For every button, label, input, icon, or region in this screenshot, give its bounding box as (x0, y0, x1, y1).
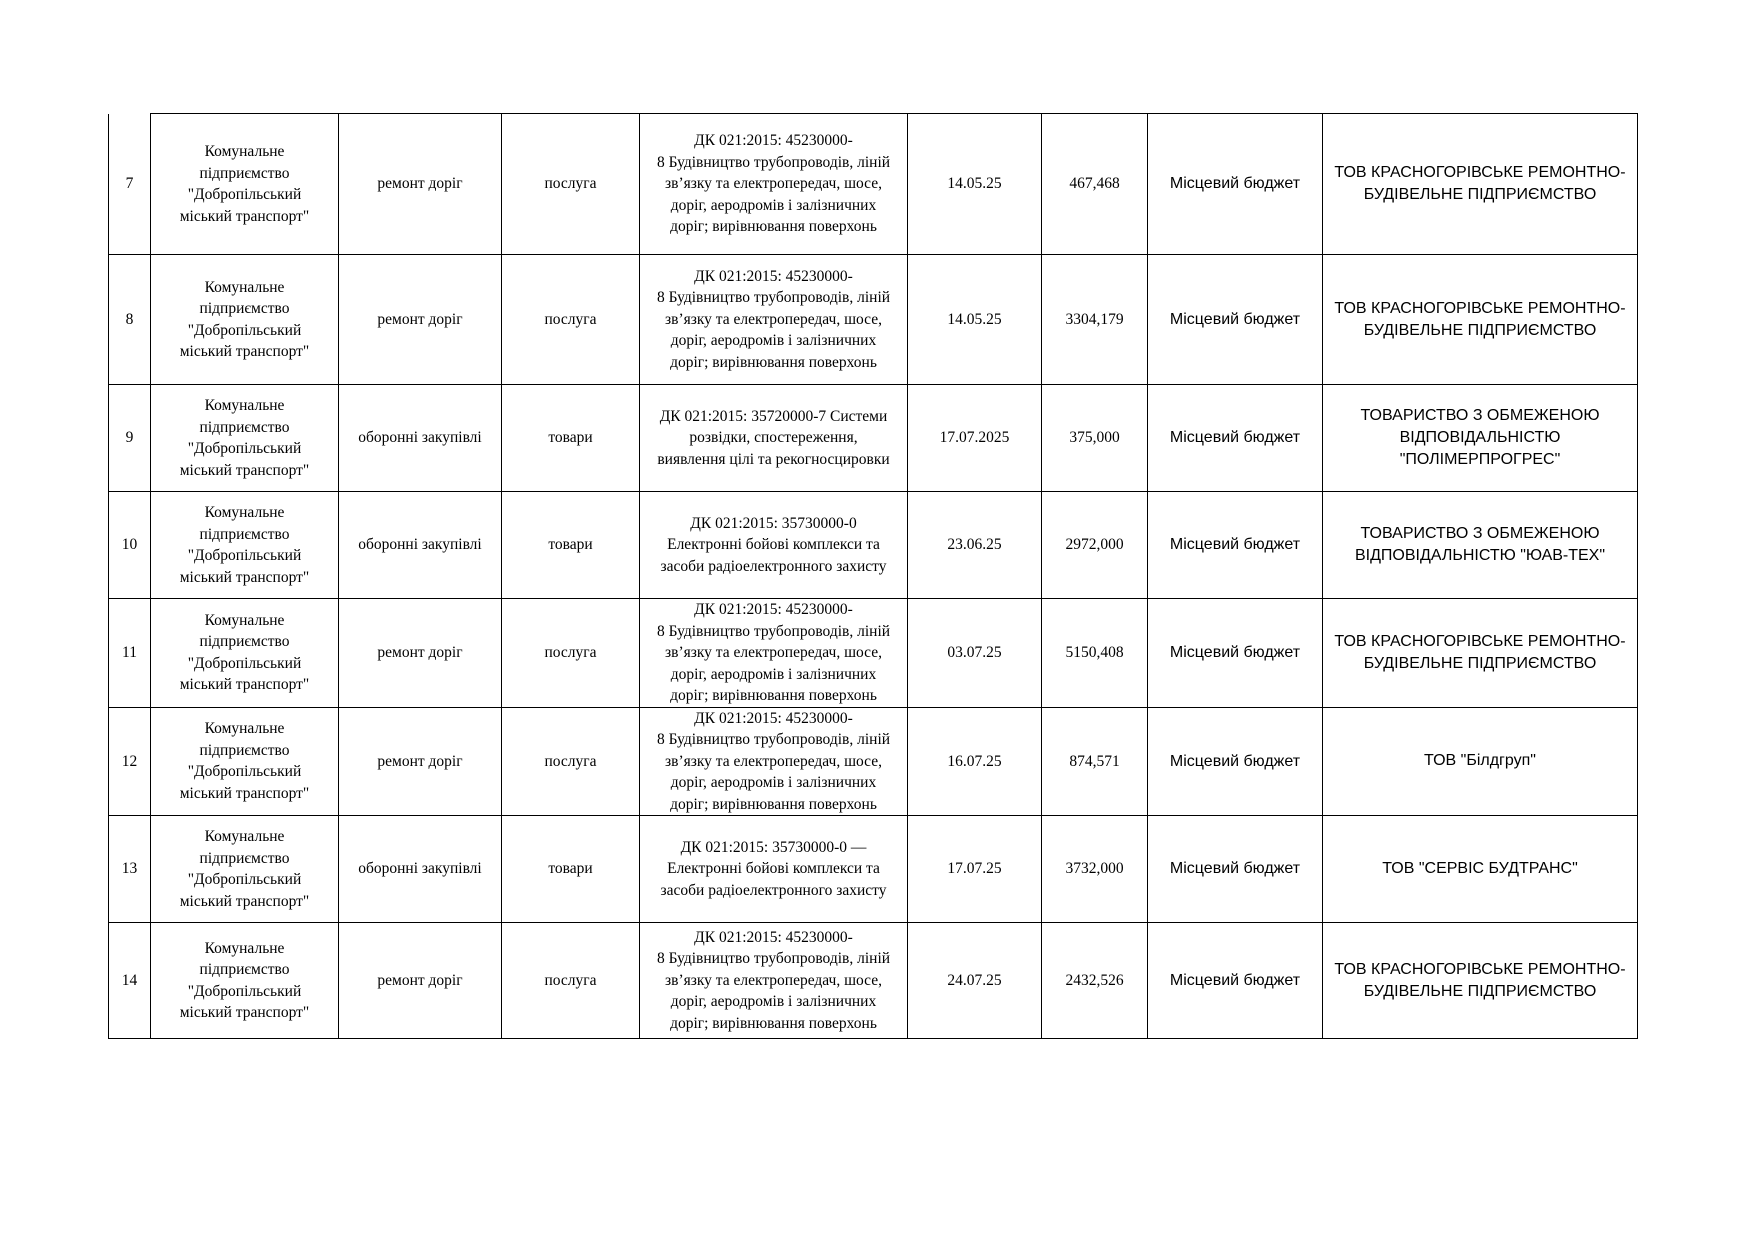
type-cell: товари (502, 492, 640, 599)
customer-cell (151, 492, 339, 599)
funding-cell: Місцевий бюджет (1148, 255, 1323, 385)
date-cell: 23.06.25 (908, 492, 1042, 599)
supplier-text: ТОВ "СЕРВІС БУДТРАНС" (1382, 860, 1578, 877)
customer-cell (151, 707, 339, 816)
table-row (109, 255, 1638, 385)
date-cell: 14.05.25 (908, 114, 1042, 255)
row-number: 11 (109, 599, 151, 708)
cpv-text: ДК 021:2015: 45230000- 8 Будівництво трубопроводів, ліній зв’язку та електропередач, шосе, доріг, аеродромів і залізничних доріг; вирівнювання поверхонь (656, 267, 891, 371)
customer-cell (151, 255, 339, 385)
supplier-cell (1323, 385, 1638, 492)
cpv-cell (640, 255, 908, 385)
row-number: 10 (109, 492, 151, 599)
type-cell: послуга (502, 707, 640, 816)
cpv-text: ДК 021:2015: 45230000- 8 Будівництво трубопроводів, ліній зв’язку та електропередач, шосе, доріг, аеродромів і залізничних доріг; вирівнювання поверхонь (656, 132, 891, 236)
funding-cell: Місцевий бюджет (1148, 816, 1323, 923)
funding-cell: Місцевий бюджет (1148, 114, 1323, 255)
funding-cell: Місцевий бюджет (1148, 923, 1323, 1039)
amount-cell: 874,571 (1042, 707, 1148, 816)
customer-cell (151, 385, 339, 492)
customer-cell (151, 599, 339, 708)
cpv-text: ДК 021:2015: 45230000- 8 Будівництво трубопроводів, ліній зв’язку та електропередач, шосе, доріг, аеродромів і залізничних доріг; вирівнювання поверхонь (656, 709, 891, 813)
customer-cell (151, 816, 339, 923)
cpv-text: ДК 021:2015: 35730000-0 — Електронні бойові комплекси та засоби радіоелектронного захисту (660, 838, 887, 899)
date-cell: 14.05.25 (908, 255, 1042, 385)
cpv-text: ДК 021:2015: 45230000- 8 Будівництво трубопроводів, ліній зв’язку та електропередач, шосе, доріг, аеродромів і залізничних доріг; вирівнювання поверхонь (656, 928, 891, 1032)
date-cell: 17.07.25 (908, 816, 1042, 923)
row-number: 12 (109, 707, 151, 816)
customer-text: Комунальне підприємство "Добропільський міський транспорт" (179, 278, 310, 360)
supplier-cell (1323, 255, 1638, 385)
row-number: 8 (109, 255, 151, 385)
table-row (109, 707, 1638, 816)
procurement-table (108, 113, 1638, 1039)
row-number: 7 (109, 114, 151, 255)
subject-cell: ремонт доріг (339, 707, 502, 816)
funding-cell: Місцевий бюджет (1148, 599, 1323, 708)
cpv-cell (640, 599, 908, 708)
subject-cell: оборонні закупівлі (339, 492, 502, 599)
type-cell: послуга (502, 599, 640, 708)
row-number: 13 (109, 816, 151, 923)
customer-cell (151, 923, 339, 1039)
customer-text: Комунальне підприємство "Добропільський міський транспорт" (179, 397, 310, 479)
subject-cell: ремонт доріг (339, 255, 502, 385)
table-row (109, 492, 1638, 599)
amount-cell: 2972,000 (1042, 492, 1148, 599)
supplier-cell (1323, 114, 1638, 255)
table-row (109, 816, 1638, 923)
funding-cell: Місцевий бюджет (1148, 385, 1323, 492)
supplier-text: ТОВАРИСТВО З ОБМЕЖЕНОЮ ВІДПОВІДАЛЬНІСТЮ "ЮАВ-ТЕХ" (1354, 525, 1606, 564)
supplier-text: ТОВ КРАСНОГОРІВСЬКЕ РЕМОНТНО- БУДІВЕЛЬНЕ ПІДПРИЄМСТВО (1334, 960, 1626, 1000)
amount-cell: 467,468 (1042, 114, 1148, 255)
type-cell: товари (502, 385, 640, 492)
customer-text: Комунальне підприємство "Добропільський міський транспорт" (179, 611, 310, 694)
table-row (109, 599, 1638, 708)
cpv-text: ДК 021:2015: 35730000-0 Електронні бойові комплекси та засоби радіоелектронного захисту (660, 514, 887, 575)
amount-cell: 2432,526 (1042, 923, 1148, 1039)
row-number: 9 (109, 385, 151, 492)
cpv-text: ДК 021:2015: 45230000- 8 Будівництво трубопроводів, ліній зв’язку та електропередач, шосе, доріг, аеродромів і залізничних доріг; вирівнювання поверхонь (656, 601, 891, 704)
date-cell: 24.07.25 (908, 923, 1042, 1039)
subject-cell: ремонт доріг (339, 923, 502, 1039)
type-cell: послуга (502, 114, 640, 255)
subject-cell: оборонні закупівлі (339, 816, 502, 923)
table-row (109, 385, 1638, 492)
supplier-cell (1323, 492, 1638, 599)
subject-cell: ремонт доріг (339, 114, 502, 255)
supplier-cell (1323, 816, 1638, 923)
customer-text: Комунальне підприємство "Добропільський міський транспорт" (179, 143, 310, 225)
row-number: 14 (109, 923, 151, 1039)
supplier-cell (1323, 707, 1638, 816)
cpv-cell (640, 816, 908, 923)
cpv-text: ДК 021:2015: 35720000-7 Системи розвідки, спостереження, виявлення цілі та рекогносцировки (657, 407, 890, 468)
supplier-cell (1323, 599, 1638, 708)
supplier-text: ТОВ "Білдгруп" (1424, 752, 1536, 770)
amount-cell: 3732,000 (1042, 816, 1148, 923)
type-cell: послуга (502, 255, 640, 385)
amount-cell: 375,000 (1042, 385, 1148, 492)
customer-text: Комунальне підприємство "Добропільський міський транспорт" (179, 720, 310, 802)
type-cell: товари (502, 816, 640, 923)
date-cell: 03.07.25 (908, 599, 1042, 708)
cpv-cell (640, 923, 908, 1039)
date-cell: 16.07.25 (908, 707, 1042, 816)
subject-cell: ремонт доріг (339, 599, 502, 708)
cpv-cell (640, 385, 908, 492)
customer-text: Комунальне підприємство "Добропільський міський транспорт" (179, 504, 310, 586)
supplier-text: ТОВАРИСТВО З ОБМЕЖЕНОЮ ВІДПОВІДАЛЬНІСТЮ "ПОЛІМЕРПРОГРЕС" (1360, 407, 1600, 468)
supplier-text: ТОВ КРАСНОГОРІВСЬКЕ РЕМОНТНО- БУДІВЕЛЬНЕ ПІДПРИЄМСТВО (1334, 632, 1626, 672)
amount-cell: 5150,408 (1042, 599, 1148, 708)
supplier-text: ТОВ КРАСНОГОРІВСЬКЕ РЕМОНТНО- БУДІВЕЛЬНЕ ПІДПРИЄМСТВО (1334, 164, 1626, 203)
funding-cell: Місцевий бюджет (1148, 492, 1323, 599)
table-row (109, 923, 1638, 1039)
amount-cell: 3304,179 (1042, 255, 1148, 385)
cpv-cell (640, 492, 908, 599)
cpv-cell (640, 114, 908, 255)
customer-cell (151, 114, 339, 255)
customer-text: Комунальне підприємство "Добропільський міський транспорт" (179, 828, 310, 910)
table-row (109, 114, 1638, 255)
type-cell: послуга (502, 923, 640, 1039)
subject-cell: оборонні закупівлі (339, 385, 502, 492)
supplier-text: ТОВ КРАСНОГОРІВСЬКЕ РЕМОНТНО- БУДІВЕЛЬНЕ ПІДПРИЄМСТВО (1334, 299, 1626, 339)
funding-cell: Місцевий бюджет (1148, 707, 1323, 816)
supplier-cell (1323, 923, 1638, 1039)
date-cell: 17.07.2025 (908, 385, 1042, 492)
customer-text: Комунальне підприємство "Добропільський міський транспорт" (179, 939, 310, 1021)
cpv-cell (640, 707, 908, 816)
